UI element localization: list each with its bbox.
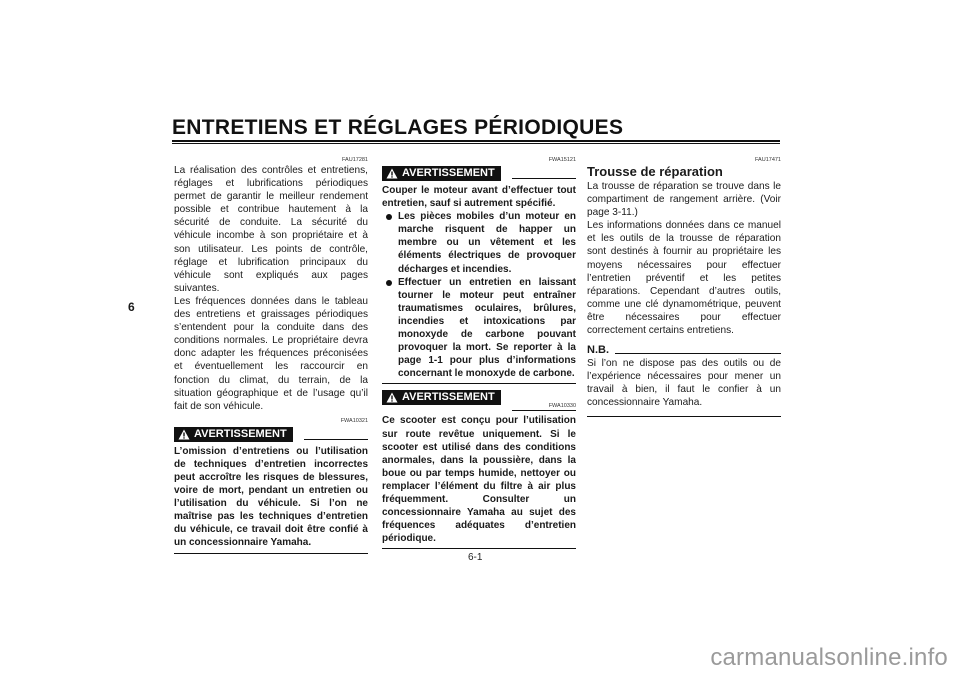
warning-text: Ce scooter est conçu pour l’utilisation sur route revêtue uniquement. Si le scooter est utilisé dans des conditions anormales, dans la poussière, dans la boue ou par temps humide, nettoyer ou remplacer l’élément du filtre à air plus fréquemment. Consulter un concessionnaire Yamaha au sujet des fréquences adéquates d’entretien périodique. [382,415,576,545]
note-label: N.B. [587,344,609,357]
warning-badge [174,427,293,442]
warning-end-rule [382,548,576,549]
section-code: FAU17281 [342,157,368,163]
warning-end-rule [382,383,576,384]
toolkit-paragraph-1: La trousse de réparation se trouve dans le compartiment de rangement arrière. (Voir page 3-11.) [587,181,781,219]
page-title: ENTRETIENS ET RÉGLAGES PÉRIODIQUES [172,116,624,139]
warning-rule [512,410,576,411]
warning-intro: Couper le moteur avant d’effectuer tout entretien, sauf si autrement spécifié. [382,185,576,210]
warning-triangle-icon [386,168,398,179]
warning-text: L’omission d’entretiens ou l’utilisation de techniques d’entretien incorrectes peut accroître les risques de blessures, voire de mort, pendant un entretien ou l’utilisation du véhicule. Si l’on ne maîtrise pas les techniques d’entretien du véhicule, ce travail doit être confié à un concessionnaire Yamaha. [174,445,368,549]
note-end-rule [587,416,781,417]
column-2 [382,156,576,549]
title-rule-thin [172,143,780,144]
warning-label: AVERTISSEMENT [402,391,495,404]
warning-end-rule [174,553,368,554]
warning-header [174,427,368,442]
bullet-icon [386,280,392,286]
note-header [587,343,781,357]
warning-code: FWA15121 [548,157,576,163]
note-rule [615,353,781,354]
column-3 [587,156,781,417]
warning-label: AVERTISSEMENT [402,167,495,179]
bullet-icon [386,214,392,220]
title-rule [172,140,780,142]
watermark: carmanualsonline.info [710,644,948,671]
section-code: FAU17471 [755,157,781,163]
warning-code: FWA10330 [548,403,576,410]
warning-list [382,210,576,380]
list-item: Effectuer un entretien en laissant tourner le moteur peut entraîner traumatismes oculaires, brûlures, incendies et intoxications par monoxyde de carbone pouvant provoquer la mort. Se reporter à la page 1-1 pour plus d’informations concernant le monoxyde de carbone. [382,276,576,381]
warning-header [382,166,576,181]
column-1 [174,156,368,554]
list-item: Les pièces mobiles d’un moteur en marche risquent de happer un membre ou un vêtement et les éléments électriques de provoquer décharges et incendies. [382,210,576,275]
chapter-tab [128,298,150,320]
warning-code: FWA10321 [340,417,368,424]
warning-label: AVERTISSEMENT [194,427,287,440]
note-text: Si l’on ne dispose pas des outils ou de l’expérience nécessaires pour mener un travail à bien, il faut le confier à un concessionnaire Yamaha. [587,358,781,409]
page-number: 6-1 [468,552,483,563]
section-heading: Trousse de réparation [587,164,723,179]
warning-badge [382,390,501,405]
warning-header [382,390,576,405]
warning-triangle-icon [178,429,190,440]
warning-badge [382,166,501,181]
intro-paragraph-1: La réalisation des contrôles et entretiens, réglages et lubrifications périodiques permet de garantir le meilleur rendement possible et contribue hautement à la sécurité de conduite. La sécurité du véhicule incombe à son propriétaire et à son utilisateur. Les points de contrôle, réglage et lubrification principaux du véhicule sont expliqués aux pages suivantes. [174,165,368,294]
warning-triangle-icon [386,392,398,403]
chapter-number: 6 [128,300,135,314]
toolkit-paragraph-2: Les informations données dans ce manuel et les outils de la trousse de réparation sont destinés à fournir au propriétaire les moyens nécessaires pour effectuer l’entretien préventif et les petites réparations. Cependant d’autres outils, comme une clé dynamométrique, peuvent être nécessaires pour effectuer correctement certains entretiens. [587,220,781,337]
warning-rule [512,178,576,179]
intro-paragraph-2: Les fréquences données dans le tableau des entretiens et graissages périodiques s’entendent pour la conduite dans des conditions normales. Le propriétaire devra donc adapter les fréquences préconisées et éventuellement les raccourcir en fonction du climat, du terrain, de la situation géographique et de l’usage qu’il fait de son véhicule. [174,295,368,412]
warning-rule [304,439,368,440]
